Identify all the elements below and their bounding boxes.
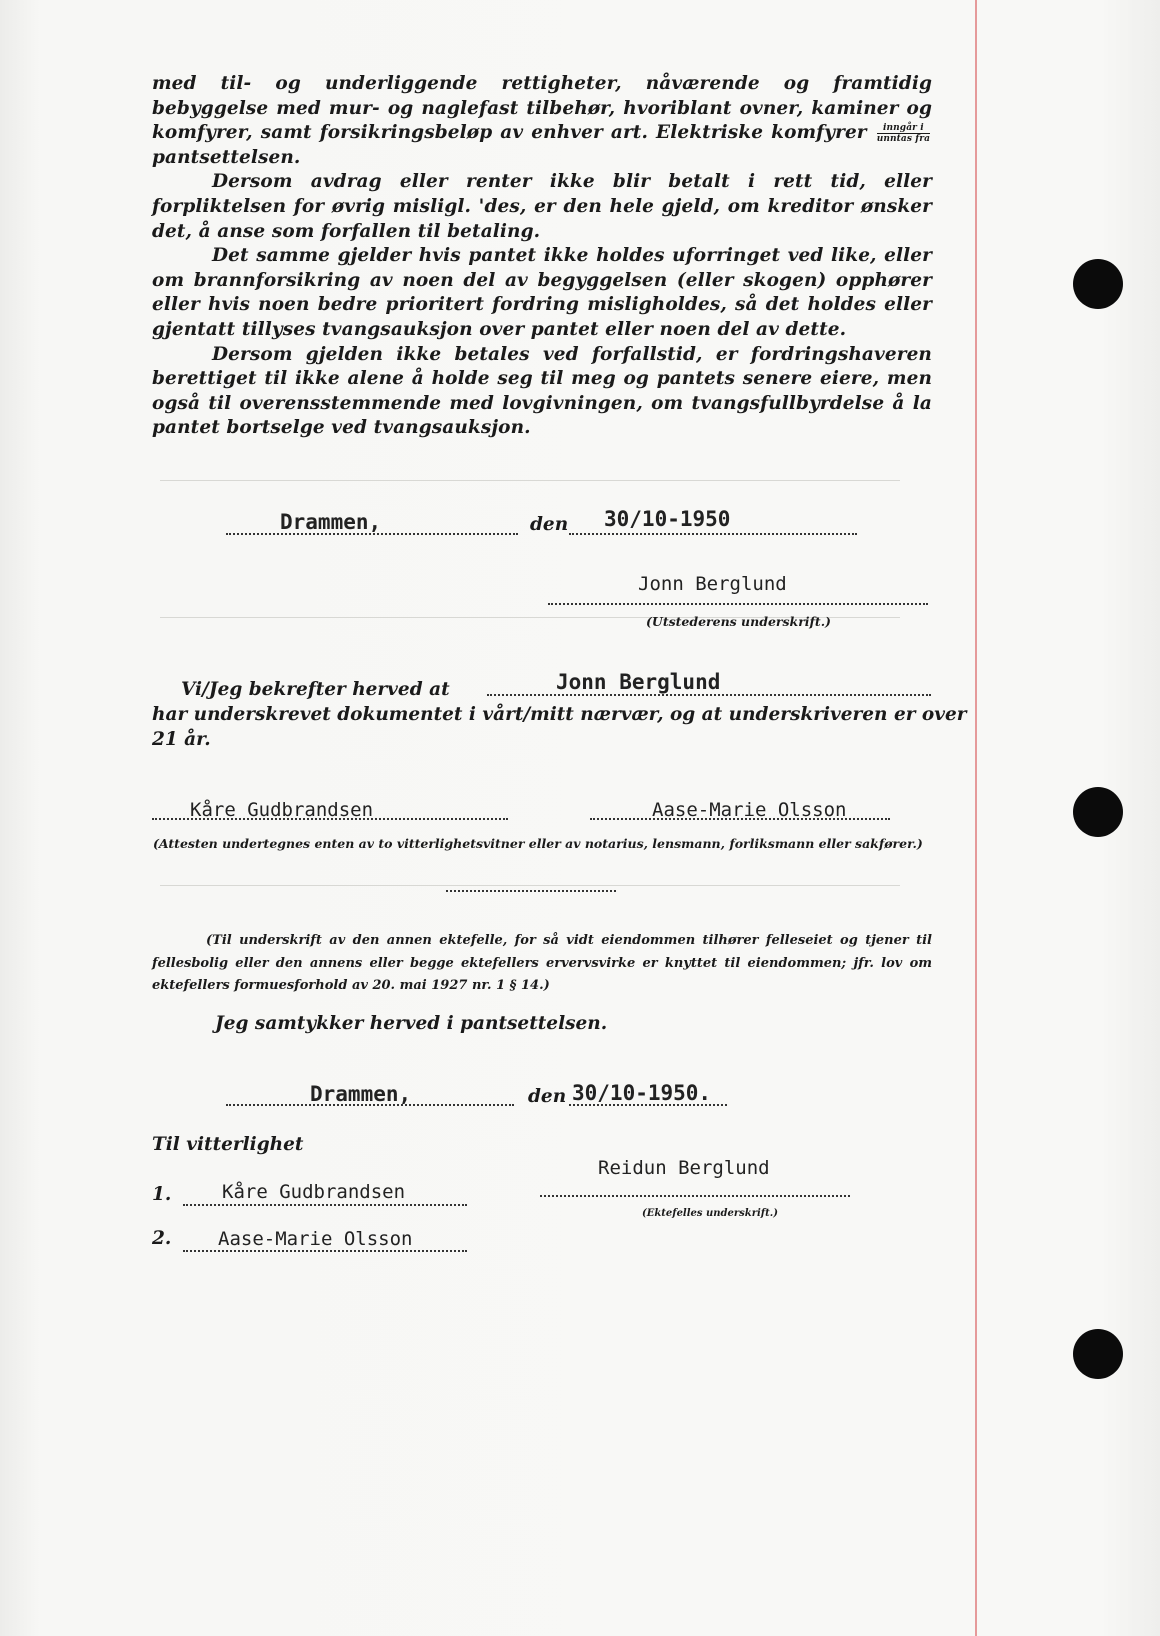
attestation-line-3: 21 år.	[152, 729, 211, 750]
punch-hole-middle	[1073, 787, 1123, 837]
consent-witness-1-line	[183, 1204, 467, 1206]
witness-number-2: 2.	[152, 1228, 172, 1249]
issuer-signature-line	[548, 603, 928, 605]
issue-date: 30/10-1950	[604, 507, 731, 531]
attestation-prefix: Vi/Jeg bekrefter herved at	[181, 679, 450, 700]
consent-place: Drammen,	[310, 1082, 412, 1106]
witness-caption: (Attesten undertegnes enten av to vitterlighetsvitner eller av notarius, lensmann, forliksmann eller sakfører.)	[153, 836, 923, 851]
attestation-witness-1: Kåre Gudbrandsen	[190, 799, 374, 821]
issue-place: Drammen,	[280, 510, 382, 534]
punch-hole-top	[1073, 259, 1123, 309]
consent-date: 30/10-1950.	[572, 1081, 712, 1105]
spouse-note	[152, 930, 932, 998]
consent-den-label: den	[528, 1086, 567, 1107]
mortgage-terms-text	[152, 72, 932, 441]
attestation-line-2: har underskrevet dokumentet i vårt/mitt nærvær, og at underskriveren er over	[152, 704, 967, 725]
issuer-signature: Jonn Berglund	[638, 573, 787, 595]
consent-statement: Jeg samtykker herved i pantsettelsen.	[215, 1013, 608, 1034]
consent-witness-2-line	[183, 1250, 467, 1252]
blank-signature-line	[446, 890, 616, 892]
spouse-signature-line	[540, 1195, 850, 1197]
attestation-witness-2: Aase-Marie Olsson	[652, 799, 847, 821]
paragraph-1-text: med til- og underliggende rettigheter, nåværende og framtidig bebyggelse med mur- og naglefast tilbehør, hvoriblant ovner, kaminer og komfyrer, samt forsikringsbeløp av enhver art. Elektriske komfyrer	[152, 73, 932, 144]
paragraph-1-end: pantsettelsen.	[152, 146, 301, 168]
signer-line	[487, 694, 931, 696]
spouse-note-text: (Til underskrift av den annen ektefelle, for så vidt eiendommen tilhører felleseiet og tjener til fellesbolig eller den annens eller begge ektefellers ervervsvirke er knyttet til eiendommen; jfr. lov om ektefellers formuesforhold av 20. mai 1927 nr. 1 § 14.)	[152, 933, 932, 993]
inclusion-fraction	[877, 123, 930, 144]
paragraph-3: Det samme gjelder hvis pantet ikke holdes uforringet ved like, eller om brannforsikring av noen del av begyggelsen (eller skogen) opphører eller hvis noen bedre prioritert fordring misligholdes, så det holdes eller gjentatt tillyses tvangsauksjon over pantet eller noen del av dette.	[152, 245, 932, 340]
bleed-line	[160, 885, 900, 886]
fraction-top: inngår i	[877, 123, 930, 134]
bleed-line	[160, 480, 900, 481]
spouse-caption: (Ektefelles underskrift.)	[642, 1208, 778, 1219]
paragraph-4: Dersom gjelden ikke betales ved forfallstid, er fordringshaveren berettiget til ikke alene å holde seg til meg og pantets senere eiere, men også til overensstemmende med lovgivningen, om tvangsfullbyrdelse å la pantet bortselge ved tvangsauksjon.	[152, 343, 932, 439]
paragraph-2: Dersom avdrag eller renter ikke blir betalt i rett tid, eller forpliktelsen for øvrig misligl. 'des, er den hele gjeld, om kreditor ønsker det, å anse som forfallen til betaling.	[152, 171, 932, 242]
spouse-signature: Reidun Berglund	[598, 1157, 770, 1179]
issuer-caption: (Utstederens underskrift.)	[646, 614, 831, 629]
signer-name: Jonn Berglund	[556, 670, 721, 694]
margin-rule	[975, 0, 977, 1636]
date-line	[569, 533, 857, 535]
punch-hole-bottom	[1073, 1329, 1123, 1379]
til-vitterlighet: Til vitterlighet	[152, 1134, 304, 1155]
fraction-bottom: unntas fra	[876, 133, 930, 144]
consent-witness-2: Aase-Marie Olsson	[218, 1228, 413, 1250]
consent-witness-1: Kåre Gudbrandsen	[222, 1181, 406, 1203]
witness-number-1: 1.	[152, 1184, 172, 1205]
den-label: den	[530, 514, 569, 535]
